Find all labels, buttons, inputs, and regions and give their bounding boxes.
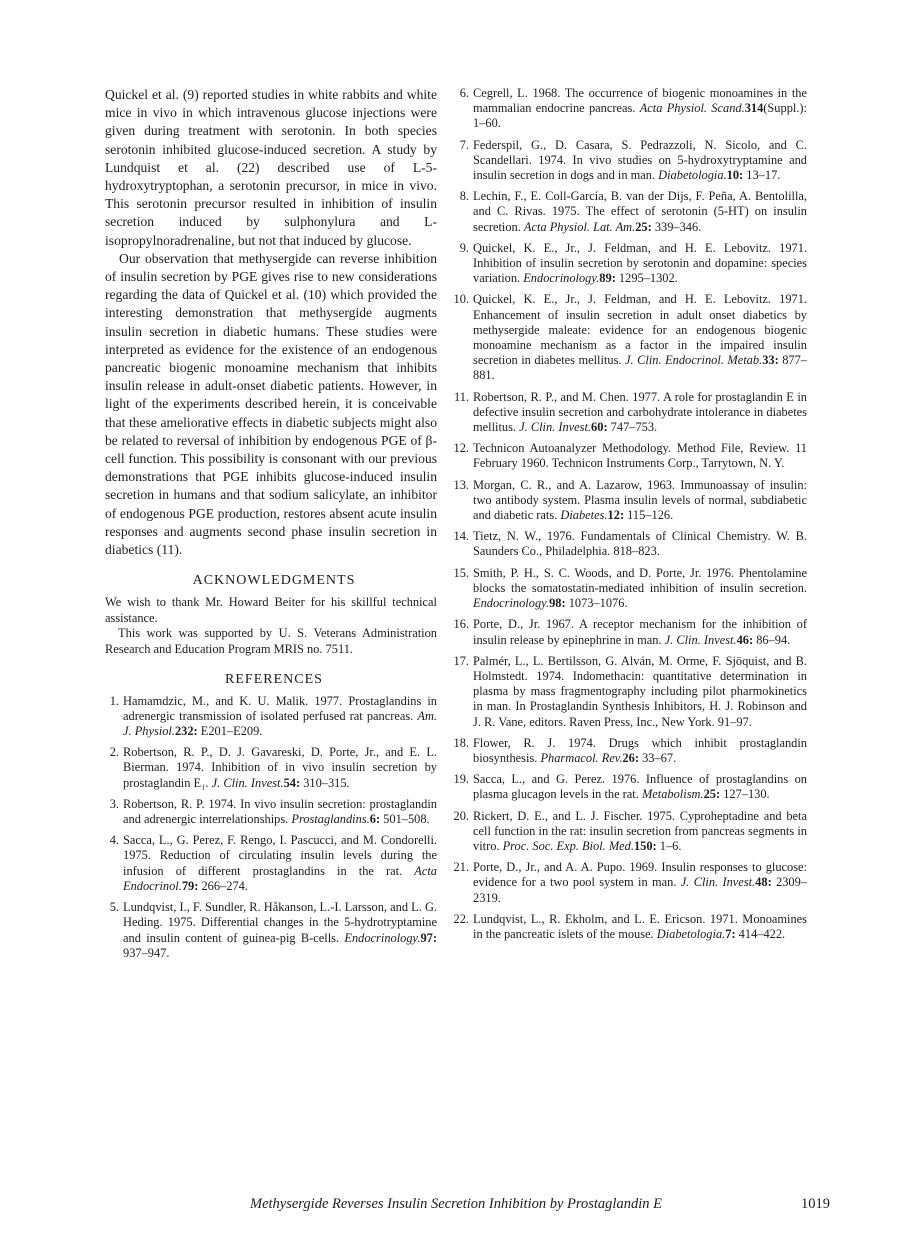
- reference-item: [105, 833, 437, 894]
- right-column: [452, 86, 807, 948]
- reference-journal: J. Clin. Invest.: [211, 775, 284, 790]
- reference-text: Lundqvist, L., R. Ekholm, and L. E. Ericson. 1971. Monoamines in the pancreatic islets of the mouse.: [473, 911, 807, 941]
- reference-number: 1.: [109, 693, 119, 708]
- reference-pages: 1295–1302.: [615, 271, 678, 286]
- reference-text: Robertson, R. P. 1974. In vivo insulin secretion: prostaglandin and adrenergic interrelationships.: [123, 796, 437, 827]
- reference-text: Tietz, N. W., 1976. Fundamentals of Clinical Chemistry. W. B. Saunders Co., Philadelphia. 818–823.: [473, 529, 807, 559]
- reference-item: [105, 797, 437, 827]
- reference-number: 11.: [453, 389, 469, 404]
- reference-text: Robertson, R. P., and M. Chen. 1977. A role for prostaglandin E in defective insulin secretion and carbohydrate intolerance in diabetes mellitus.: [473, 389, 807, 435]
- reference-text: Quickel, K. E., Jr., J. Feldman, and H. E. Lebovitz. 1971. Inhibition of insulin secretion by serotonin and dopamine: species variation.: [473, 240, 807, 286]
- reference-volume: 98:: [549, 596, 566, 611]
- reference-journal: J. Clin. Invest.: [664, 632, 737, 647]
- reference-volume: 314: [744, 101, 764, 116]
- reference-volume: 46:: [736, 632, 754, 647]
- reference-item: [452, 566, 807, 612]
- page-number: 1019: [801, 1196, 830, 1212]
- reference-journal: Diabetologia.: [656, 926, 726, 941]
- reference-text: Technicon Autoanalyzer Methodology. Method File, Review. 11 February 1960. Technicon Instruments Corp., Tarrytown, N. Y.: [473, 441, 807, 471]
- reference-journal: Diabetes.: [560, 508, 608, 523]
- reference-pages: 127–130.: [720, 787, 770, 802]
- reference-number: 5.: [109, 900, 119, 915]
- reference-text: Lundqvist, I., F. Sundler, R. Håkanson, L.-I. Larsson, and L. G. Heding. 1975. Differential changes in the 5-hydrotryptamine and insulin content of guinea-pig B-cells.: [123, 900, 437, 945]
- reference-item: [452, 736, 807, 766]
- reference-pages: 115–126.: [624, 508, 674, 523]
- reference-pages: 339–346.: [651, 219, 702, 234]
- reference-text: Porte, D., Jr. 1967. A receptor mechanism for the inhibition of insulin release by epinephrine in man.: [473, 617, 807, 647]
- body-paragraph-1: Quickel et al. (9) reported studies in white rabbits and white mice in vivo in which intravenous glucose injections were given during treatment with serotonin. In both species serotonin inhibited glucose-induced secretion. A study by Lundquist et al. (22) described use of L-5-hydroxytryptophan, a serotonin precursor, in mice in vivo. This serotonin precursor resulted in inhibition of insulin secretion induced by sulphonylura and L-isopropylnoradrenaline, but not that induced by glucose.: [105, 87, 437, 248]
- page-footer: [250, 1196, 830, 1213]
- reference-number: 9.: [459, 240, 469, 255]
- reference-volume: 26:: [622, 750, 640, 765]
- reference-number: 8.: [459, 189, 469, 204]
- reference-item: [105, 900, 437, 961]
- reference-number: 2.: [109, 745, 119, 760]
- reference-item: [452, 86, 807, 132]
- reference-pages: 501–508.: [380, 812, 430, 827]
- reference-journal: Metabolism.: [641, 787, 704, 802]
- reference-volume: 79:: [181, 878, 199, 893]
- reference-pages: (Suppl.): 1–60.: [473, 101, 807, 131]
- reference-text: Morgan, C. R., and A. Lazarow, 1963. Immunoassay of insulin: two antibody system. Plasma insulin levels of normal, subdiabetic and diabetic rats.: [473, 477, 807, 523]
- reference-number: 16.: [453, 617, 469, 632]
- reference-pages: 86–94.: [753, 632, 791, 647]
- acknowledgments-heading: ACKNOWLEDGMENTS: [192, 573, 356, 589]
- reference-volume: 54:: [283, 775, 301, 790]
- reference-number: 19.: [453, 772, 469, 787]
- reference-volume: 89:: [599, 271, 616, 286]
- reference-list-right: [452, 86, 807, 942]
- reference-item: [452, 241, 807, 287]
- reference-item: [452, 292, 807, 383]
- reference-item: [452, 809, 807, 855]
- reference-number: 13.: [453, 477, 469, 492]
- reference-text: Palmér, L., L. Bertilsson, G. Alván, M. Orme, F. Sjöquist, and B. Holmstedt. 1974. Indomethacin: quantitative determination in plasma by mass fragmentography including pilot pharmokinetics in man. In Prostaglandin Synthesis Inhibitors, H. J. Robinson and J. R. Vane, editors. Raven Press, Inc., New York. 91–97.: [473, 653, 807, 729]
- reference-item: [452, 617, 807, 647]
- reference-journal: Pharmacol. Rev.: [540, 750, 623, 765]
- reference-item: [452, 654, 807, 730]
- reference-volume: 6:: [369, 812, 381, 827]
- reference-item: [452, 189, 807, 235]
- reference-pages: 747–753.: [607, 420, 658, 435]
- reference-text: Porte, D., Jr., and A. A. Pupo. 1969. Insulin responses to glucose: evidence for a two pool system in man.: [473, 860, 807, 890]
- reference-list-left: [105, 694, 437, 961]
- body-paragraph-2: Our observation that methysergide can reverse inhibition of insulin secretion by PGE gives rise to new considerations regarding the data of Quickel et al. (10) which provided the interesting demonstration that methysergide augments insulin secretion in diabetic humans. These studies were interpreted as evidence for the existence of an endogenous pancreatic biogenic monoamine mechanism that inhibits insulin release in adult-onset diabetic patients. However, in light of the experiments described herein, it is conceivable that these ameliorative effects in diabetic subjects might also be related to reversal of inhibition by endogenous PGE of β-cell function. This possibility is consonant with our previous demonstrations that PGE inhibits glucose-induced insulin secretion in humans and that sodium salicylate, an inhibitor of endogenous PGE production, restores absent acute insulin responses and augments second phase insulin secretion in diabetics (11).: [105, 250, 437, 558]
- reference-number: 20.: [453, 808, 469, 823]
- reference-text: Robertson, R. P., D. J. Gavareski, D. Porte, Jr., and E. L. Bierman. 1974. Inhibition of in vivo insulin secretion by prostaglandin E₁.: [123, 745, 437, 790]
- reference-number: 21.: [453, 860, 469, 875]
- reference-number: 10.: [453, 292, 469, 307]
- reference-pages: 937–947.: [123, 945, 170, 960]
- reference-journal: J. Clin. Invest.: [680, 875, 756, 890]
- reference-item: [452, 441, 807, 471]
- references-heading: REFERENCES: [225, 671, 323, 687]
- reference-item: [452, 529, 807, 559]
- reference-pages: 1–6.: [656, 838, 682, 853]
- reference-pages: 414–422.: [735, 926, 786, 941]
- reference-volume: 60:: [591, 420, 608, 435]
- reference-journal: Acta Endocrinol.: [123, 863, 437, 893]
- reference-item: [105, 745, 437, 791]
- reference-number: 17.: [453, 653, 469, 668]
- reference-text: Hamamdzic, M., and K. U. Malik. 1977. Prostaglandins in adrenergic transmission of isolated perfused rat pancreas.: [123, 693, 437, 723]
- left-column: [105, 86, 437, 967]
- reference-journal: Prostaglandins.: [291, 812, 370, 827]
- reference-journal: J. Clin. Endocrinol. Metab.: [625, 353, 763, 368]
- running-title: Methysergide Reverses Insulin Secretion Inhibition by Prostaglandin E: [250, 1196, 662, 1212]
- reference-item: [452, 138, 807, 184]
- reference-journal: Proc. Soc. Exp. Biol. Med.: [502, 838, 634, 853]
- reference-text: Quickel, K. E., Jr., J. Feldman, and H. E. Lebovitz. 1971. Enhancement of insulin secretion in adult onset diabetics by methysergide maleate: evidence for an endogenous biogenic monoamine mechanism as a factor in the impaired insulin secretion in diabetes mellitus.: [473, 292, 807, 368]
- reference-item: [452, 860, 807, 906]
- reference-volume: 97:: [420, 930, 437, 945]
- reference-volume: 25:: [635, 219, 652, 234]
- reference-pages: 2309–2319.: [473, 875, 808, 905]
- reference-number: 12.: [453, 441, 469, 456]
- reference-text: Flower, R. J. 1974. Drugs which inhibit prostaglandin biosynthesis.: [473, 735, 807, 765]
- reference-pages: 877–881.: [473, 353, 808, 383]
- reference-number: 6.: [459, 86, 469, 100]
- reference-pages: 13–17.: [743, 168, 781, 183]
- reference-item: [452, 390, 807, 436]
- reference-volume: 10:: [726, 168, 744, 183]
- reference-number: 7.: [459, 137, 469, 152]
- reference-number: 4.: [109, 833, 119, 848]
- reference-text: Smith, P. H., S. C. Woods, and D. Porte, Jr. 1976. Phentolamine blocks the somatostatin-mediated inhibition of insulin secretion.: [473, 565, 807, 595]
- reference-volume: 33:: [762, 353, 779, 368]
- reference-item: [452, 478, 807, 524]
- reference-item: [452, 772, 807, 802]
- reference-journal: Endocrinology.: [523, 271, 600, 286]
- reference-journal: Acta Physiol. Lat. Am.: [523, 219, 636, 234]
- reference-volume: 232:: [174, 724, 198, 739]
- reference-text: Rickert, D. E., and L. J. Fischer. 1975. Cyproheptadine and beta cell function in the rat: insulin secretion from pancreas segments in vitro.: [473, 808, 807, 853]
- reference-number: 3.: [109, 796, 119, 811]
- reference-number: 18.: [453, 735, 469, 750]
- reference-volume: 25:: [703, 787, 721, 802]
- reference-number: 22.: [453, 911, 469, 926]
- reference-volume: 7:: [725, 926, 736, 941]
- reference-journal: J. Clin. Invest.: [519, 420, 592, 435]
- reference-journal: Acta Physiol. Scand.: [639, 101, 745, 116]
- reference-pages: 33–67.: [639, 750, 677, 765]
- reference-pages: E201–E209.: [197, 724, 263, 739]
- reference-volume: 48:: [755, 875, 772, 890]
- reference-volume: 12:: [607, 508, 625, 523]
- reference-pages: 266–274.: [198, 878, 248, 893]
- reference-text: Sacca, L., G. Perez, F. Rengo, I. Pascucci, and M. Condorelli. 1975. Reduction of circulating insulin levels during the infusion of different prostaglandins in the rat.: [123, 833, 437, 878]
- reference-text: Lechin, F., E. Coll-García, B. van der Dijs, F. Peña, A. Bentolilla, and C. Rivas. 1975. The effect of serotonin (5-HT) on insulin secretion.: [473, 189, 807, 234]
- reference-volume: 150:: [633, 838, 657, 853]
- reference-journal: Endocrinology.: [473, 596, 550, 611]
- reference-pages: 1073–1076.: [565, 596, 628, 611]
- acknowledgments-text-1: We wish to thank Mr. Howard Beiter for his skillful technical assistance.: [105, 595, 437, 625]
- reference-journal: Am. J. Physiol.: [123, 708, 437, 739]
- reference-journal: Diabetologia.: [658, 168, 727, 183]
- reference-text: Federspil, G., D. Casara, S. Pedrazzoli, N. Sicolo, and C. Scandellari. 1974. In vivo studies on 5-hydroxytryptamine and insulin secretion in dogs and in man.: [473, 137, 807, 183]
- reference-text: Sacca, L., and G. Perez. 1976. Influence of prostaglandins on plasma glucagon levels in the rat.: [473, 772, 807, 802]
- acknowledgments-text-2: This work was supported by U. S. Veterans Administration Research and Education Program MRIS no. 7511.: [105, 626, 437, 657]
- reference-number: 15.: [453, 565, 469, 580]
- reference-item: [105, 694, 437, 740]
- reference-text: Cegrell, L. 1968. The occurrence of biogenic monoamines in the mammalian endocrine pancreas.: [473, 86, 807, 116]
- reference-journal: Endocrinology.: [344, 930, 421, 945]
- reference-pages: 310–315.: [300, 775, 350, 790]
- reference-number: 14.: [453, 529, 469, 544]
- reference-item: [452, 912, 807, 942]
